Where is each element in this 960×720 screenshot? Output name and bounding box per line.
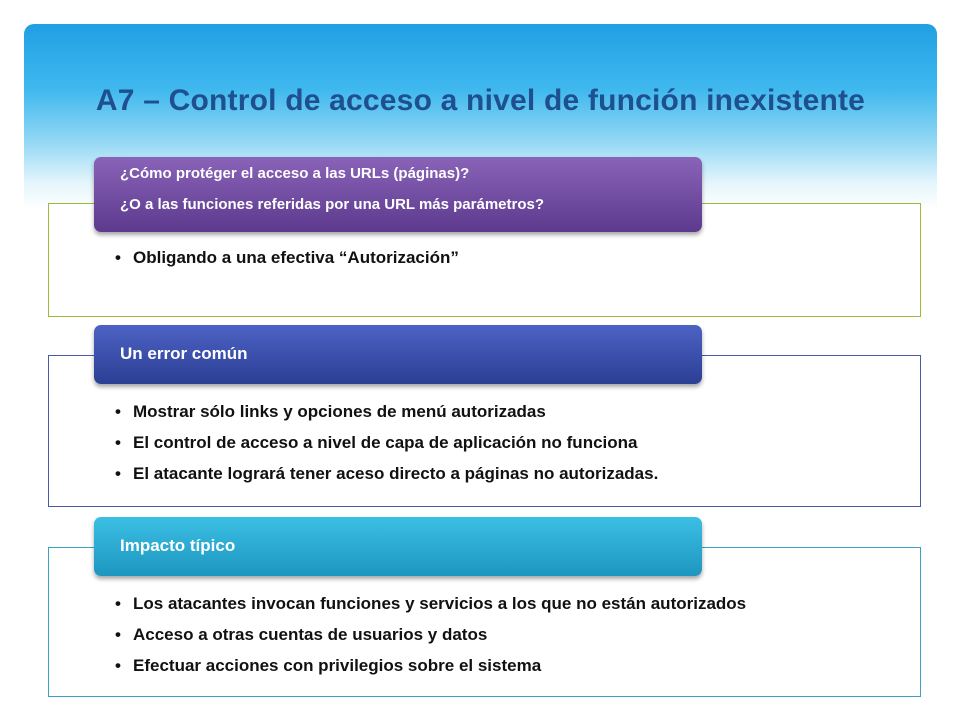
section-2-bullet-list bbox=[115, 402, 813, 495]
list-item: • Acceso a otras cuentas de usuarios y datos bbox=[115, 625, 813, 645]
list-item: • El atacante logrará tener aceso directo a páginas no autorizadas. bbox=[115, 464, 813, 484]
list-item: • Obligando a una efectiva “Autorización” bbox=[115, 248, 813, 268]
section-1-header-line-2: ¿O a las funciones referidas por una URL más parámetros? bbox=[120, 196, 545, 213]
section-3-header: Impacto típico bbox=[94, 517, 702, 576]
section-1-bullet-list bbox=[115, 248, 813, 279]
section-3-bullet-list bbox=[115, 594, 813, 687]
list-item: • Efectuar acciones con privilegios sobre el sistema bbox=[115, 656, 813, 676]
section-1-header-line-1: ¿Cómo protéger el acceso a las URLs (páginas)? bbox=[120, 165, 470, 182]
list-item: • El control de acceso a nivel de capa de aplicación no funciona bbox=[115, 433, 813, 453]
slide-title: A7 – Control de acceso a nivel de función inexistente bbox=[95, 84, 866, 117]
section-1-header bbox=[94, 157, 702, 232]
section-2-header: Un error común bbox=[94, 325, 702, 384]
list-item: • Los atacantes invocan funciones y servicios a los que no están autorizados bbox=[115, 594, 813, 614]
list-item: • Mostrar sólo links y opciones de menú autorizadas bbox=[115, 402, 813, 422]
